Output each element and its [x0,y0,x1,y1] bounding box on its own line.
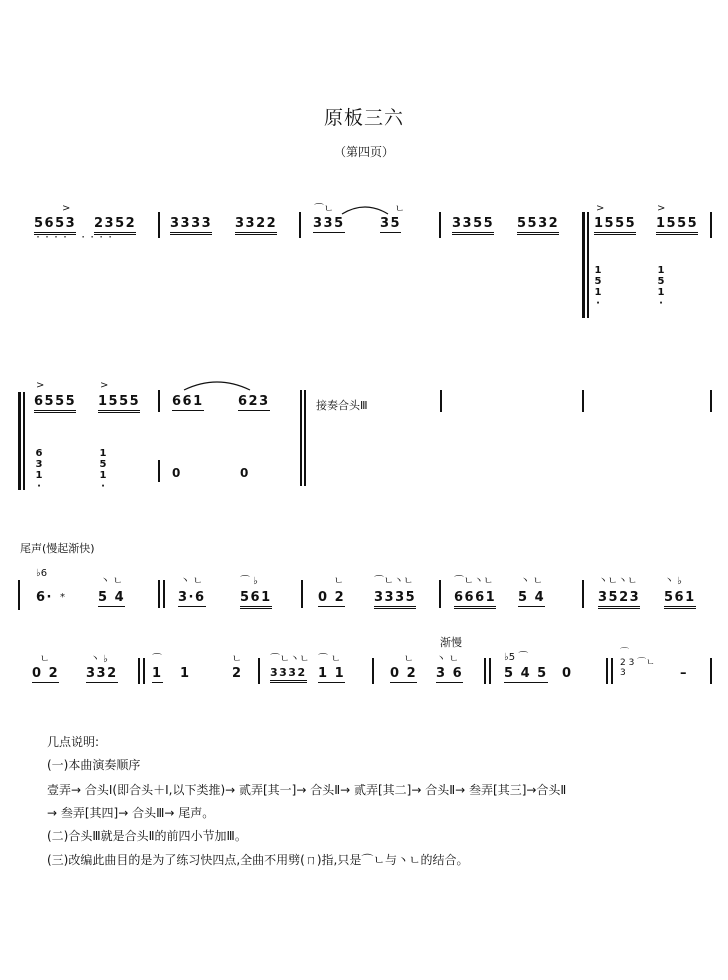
note-group: 2352 [94,216,136,235]
barline [158,580,160,608]
page-subtitle: （第四页） [333,145,394,159]
double-barline [304,390,306,486]
finger-mark: 丶 ♭ [90,654,108,665]
finger-mark: 丶 ㄴ [180,576,203,587]
note-group: 623 [238,394,270,409]
barline [582,580,584,608]
barline [301,580,303,608]
note-group: 3335 [374,590,416,609]
note-group: 561 [664,590,696,609]
note-group: 0 [562,666,573,681]
note-group: 5 4 [518,590,546,605]
note-group: 5653 [34,216,76,235]
note-group: 1 [152,666,163,681]
finger-mark: ⌒ㄴ丶ㄴ [454,576,494,587]
note-group: 6· [36,590,53,605]
double-barline [300,390,302,486]
barline [489,658,491,684]
note-group: 3523 [598,590,640,609]
flat-mark: ♭6 [36,568,48,579]
note-group: 332 [86,666,118,681]
tempo-label: 渐慢 [440,636,462,649]
finger-mark: ♭5 ⌒ [504,652,529,663]
barline [163,580,165,608]
finger-mark: ㄴ [334,576,344,587]
accent-mark: > [100,380,109,391]
chord-mark: ⌒ 2 3 ⌒ㄴ 3 [620,648,655,678]
note-group: 1 1 [318,666,346,681]
barline [710,390,712,412]
barline [18,580,20,610]
rest-zero: 0 [240,466,249,480]
barline [484,658,486,684]
barline [710,658,712,684]
accent-mark: > [657,203,666,214]
system-brace [23,392,25,490]
barline [299,212,301,238]
finger-mark: ㄴ [395,204,405,215]
barline [372,658,374,684]
note-group: 1555 [594,216,636,235]
note-group: 0 2 [32,666,60,681]
note-group: 3322 [235,216,277,235]
notes-item-1: (一)本曲演奏顺序 [47,758,141,772]
chord-stack: 1 5 1 · [657,265,665,309]
finger-mark: ⌒ㄴ [314,204,334,215]
notes-sequence-line-2: → 叁弄[其四]→ 合头Ⅲ→ 尾声。 [47,806,215,820]
note-group: – [680,666,688,681]
finger-mark: 丶ㄴ丶ㄴ [598,576,638,587]
note-group: 3332 [270,666,307,683]
finger-mark: ⌒ㄴ丶ㄴ [374,576,414,587]
finger-mark: ⌒ ㄴ [318,654,341,665]
note-group: 661 [172,394,204,409]
barline [611,658,613,684]
chord-stack: 1 5 1 · [99,448,107,492]
barline [606,658,608,684]
barline [258,658,260,684]
note-group: 5532 [517,216,559,235]
barline [439,212,441,238]
finger-mark: ㄴ [232,654,242,665]
note-group: 5 4 [98,590,126,605]
chord-stack: 1 5 1 · [594,265,602,309]
asterisk: * [60,592,65,603]
note-group: 335 [313,216,345,231]
chord-stack: 6 3 1 · [35,448,43,492]
notes-heading: 几点说明: [47,735,100,749]
barline [439,580,441,608]
accent-mark: > [36,380,45,391]
section-label: 接奏合头Ⅲ [316,399,368,412]
note-group: 0 2 [318,590,346,605]
system-brace [18,392,21,490]
finger-mark: ⌒ [152,654,162,665]
notes-item-3: (三)改编此曲目的是为了练习快四点,全曲不用劈(ㄇ)指,只是⌒ㄴ与丶ㄴ的结合。 [47,853,469,867]
barline [158,390,160,412]
accent-mark: > [596,203,605,214]
accent-mark: > [62,203,71,214]
rest-zero: 0 [172,466,181,480]
barline [158,460,160,482]
notes-item-2: (二)合头Ⅲ就是合头Ⅱ的前四小节加Ⅲ。 [47,829,247,843]
barline [582,390,584,412]
notes-sequence-line-1: 壹弄→ 合头Ⅰ(即合头＋Ⅰ,以下类推)→ 贰弄[其一]→ 合头Ⅱ→ 贰弄[其二]→ 合头Ⅱ→ 叁弄[其三]→合头Ⅱ [47,783,567,797]
note-group: 3355 [452,216,494,235]
ending-label: 尾声(慢起渐快) [20,542,95,555]
note-group: 1 [180,666,191,681]
note-group: 35 [380,216,402,231]
barline [440,390,442,412]
slur [182,378,252,392]
note-group: 561 [240,590,272,609]
note-group: 6555 [34,394,76,413]
page-title: 原板三六 [323,107,404,129]
finger-mark: ㄴ [40,654,50,665]
note-group: 5 4 5 [504,666,548,681]
finger-mark: 丶 ♭ [664,576,682,587]
note-group: 3333 [170,216,212,235]
barline [143,658,145,684]
note-group: 1555 [656,216,698,235]
finger-mark: ⌒ㄴ丶ㄴ [270,654,310,665]
slur [340,202,390,216]
finger-mark: 丶 ㄴ [100,576,123,587]
finger-mark: ㄴ [404,654,414,665]
double-barline [582,212,585,318]
note-group: 1555 [98,394,140,413]
barline [138,658,140,684]
octave-dots: ···· ···· [35,232,117,243]
barline [710,212,712,238]
barline [158,212,160,238]
note-group: 3·6 [178,590,206,605]
finger-mark: ⌒ ♭ [240,576,258,587]
note-group: 0 2 [390,666,418,681]
note-group: 2 [232,666,243,681]
finger-mark: 丶 ㄴ [520,576,543,587]
finger-mark: 丶 ㄴ [436,654,459,665]
note-group: 6661 [454,590,496,609]
note-group: 3 6 [436,666,464,681]
double-barline [587,212,589,318]
